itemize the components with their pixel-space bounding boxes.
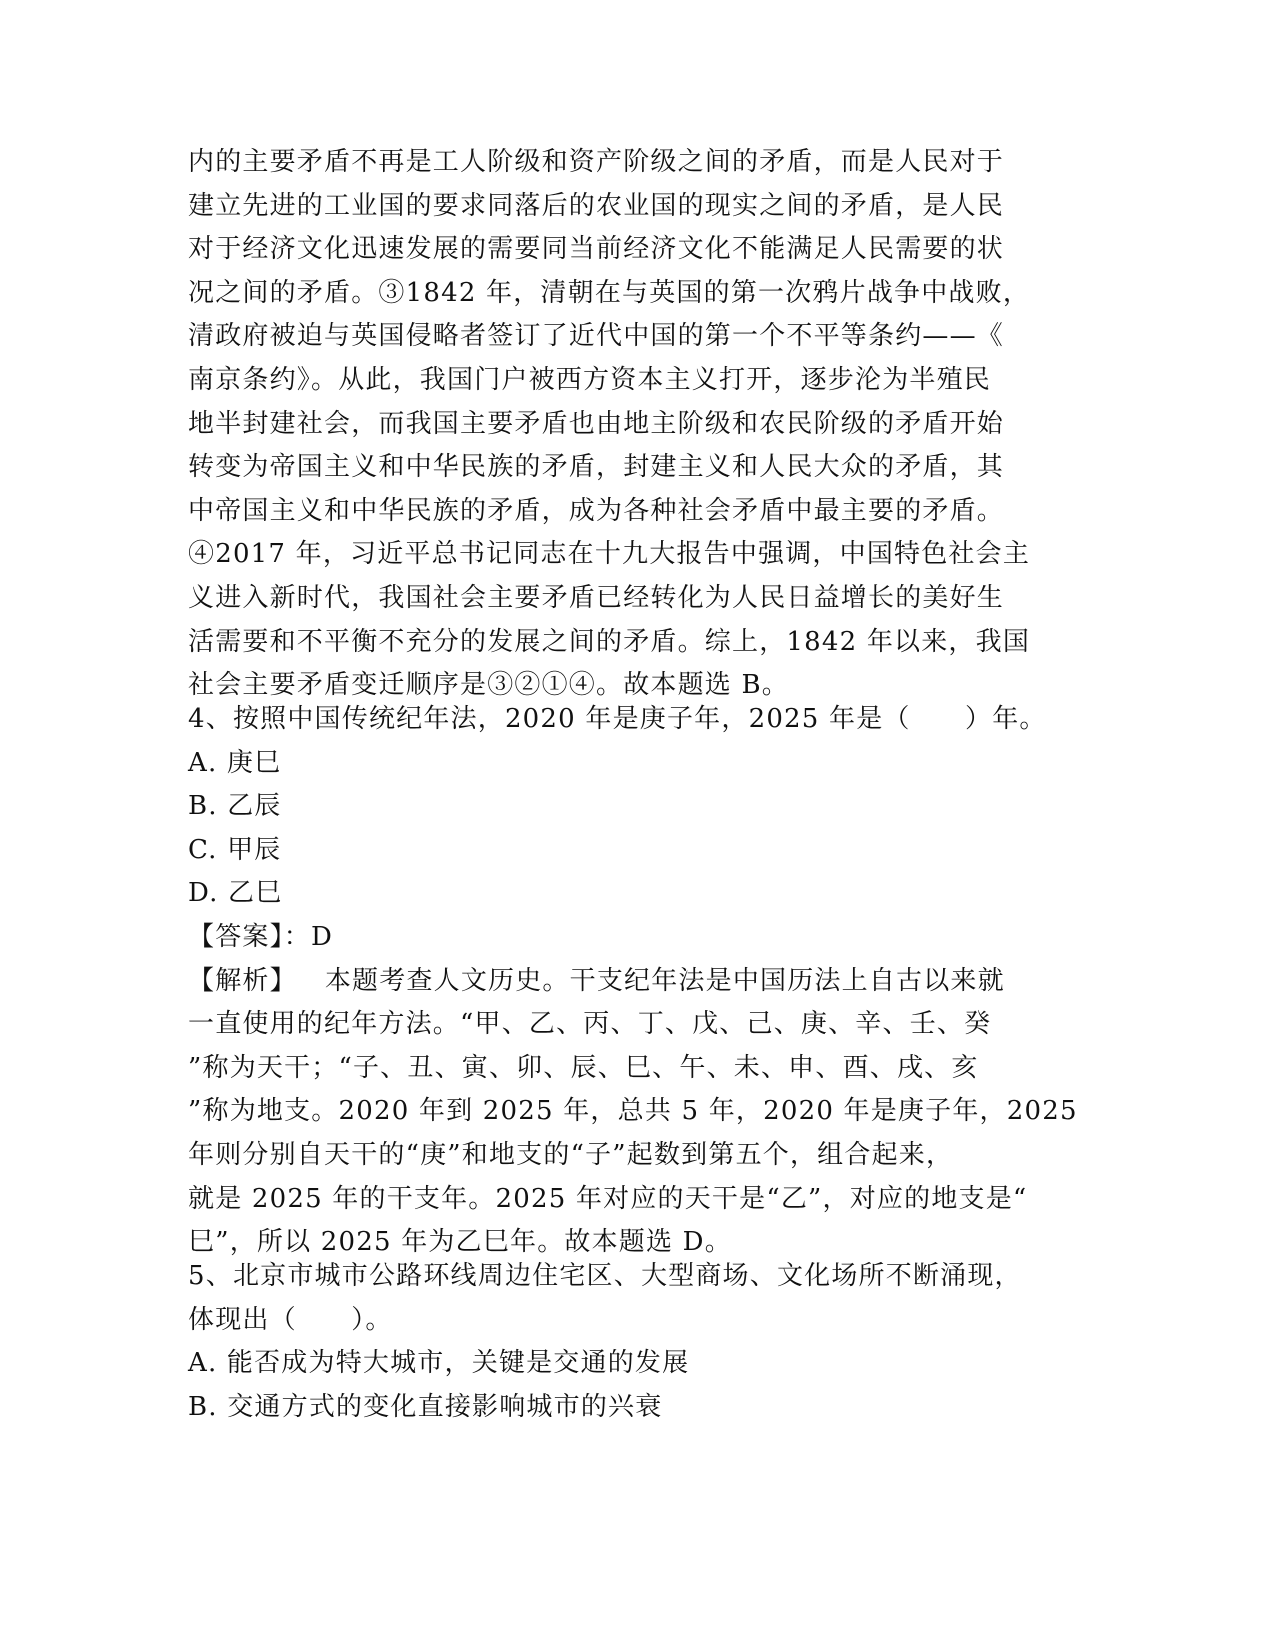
text-line: 活需要和不平衡不充分的发展之间的矛盾。综上，1842 年以来，我国 xyxy=(188,626,1031,657)
answer-line: 【答案】：D xyxy=(188,921,334,952)
analysis-line: 巳”，所以 2025 年为乙巳年。故本题选 D。 xyxy=(188,1227,732,1258)
option-c: C. 甲辰 xyxy=(188,834,282,865)
question-stem: 体现出（ ）。 xyxy=(188,1304,393,1335)
option-a: A. 庚巳 xyxy=(188,747,282,778)
question-stem: 5、北京市城市公路环线周边住宅区、大型商场、文化场所不断涌现， xyxy=(188,1261,1022,1291)
analysis-line: ”称为天干；“子、丑、寅、卯、辰、巳、午、未、申、酉、戌、亥 xyxy=(188,1052,979,1083)
text-line: ④2017 年，习近平总书记同志在十九大报告中强调，中国特色社会主 xyxy=(188,539,1031,570)
analysis-line: ”称为地支。2020 年到 2025 年，总共 5 年，2020 年是庚子年，2025 xyxy=(188,1096,1078,1127)
text-line: 社会主要矛盾变迁顺序是③②①④。故本题选 B。 xyxy=(188,670,789,701)
analysis-text: 本题考查人文历史。干支纪年法是中国历法上自古以来就 xyxy=(324,965,1005,996)
question-stem: 4、按照中国传统纪年法，2020 年是庚子年，2025 年是（ ）年。 xyxy=(188,704,1047,734)
option-d: D. 乙巳 xyxy=(188,878,283,909)
text-line: 内的主要矛盾不再是工人阶级和资产阶级之间的矛盾，而是人民对于 xyxy=(188,147,1005,177)
text-line: 转变为帝国主义和中华民族的矛盾，封建主义和人民大众的矛盾，其 xyxy=(188,452,1005,483)
option-b: B. 乙辰 xyxy=(188,791,282,822)
text-line: 地半封建社会，而我国主要矛盾也由地主阶级和农民阶级的矛盾开始 xyxy=(188,408,1005,439)
question-5 xyxy=(188,1255,1078,1429)
analysis-line: 年则分别自天干的“庚”和地支的“子”起数到第五个，组合起来， xyxy=(188,1139,954,1170)
text-line: 义进入新时代，我国社会主要矛盾已经转化为人民日益增长的美好生 xyxy=(188,582,1005,613)
text-line: 对于经济文化迅速发展的需要同当前经济文化不能满足人民需要的状 xyxy=(188,234,1005,265)
analysis-label: 【解析】 xyxy=(188,965,297,996)
text-line: 况之间的矛盾。③1842 年，清朝在与英国的第一次鸦片战争中战败， xyxy=(188,277,1031,308)
question-4 xyxy=(188,698,1078,1265)
text-line: 南京条约》。从此，我国门户被西方资本主义打开，逐步沦为半殖民 xyxy=(188,364,992,395)
text-line: 清政府被迫与英国侵略者签订了近代中国的第一个不平等条约——《 xyxy=(188,321,1005,352)
option-b: B. 交通方式的变化直接影响城市的兴衰 xyxy=(188,1391,663,1422)
text-line: 建立先进的工业国的要求同落后的农业国的现实之间的矛盾，是人民 xyxy=(188,190,1005,221)
analysis-first-line xyxy=(188,960,1078,1004)
text-line: 中帝国主义和中华民族的矛盾，成为各种社会矛盾中最主要的矛盾。 xyxy=(188,495,1005,526)
analysis-line: 一直使用的纪年方法。“甲、乙、丙、丁、戊、己、庚、辛、壬、癸 xyxy=(188,1009,992,1040)
analysis-paragraph-q3-continued xyxy=(188,141,1078,708)
option-a: A. 能否成为特大城市，关键是交通的发展 xyxy=(188,1348,690,1379)
analysis-line: 就是 2025 年的干支年。2025 年对应的天干是“乙”，对应的地支是“ xyxy=(188,1183,1028,1214)
